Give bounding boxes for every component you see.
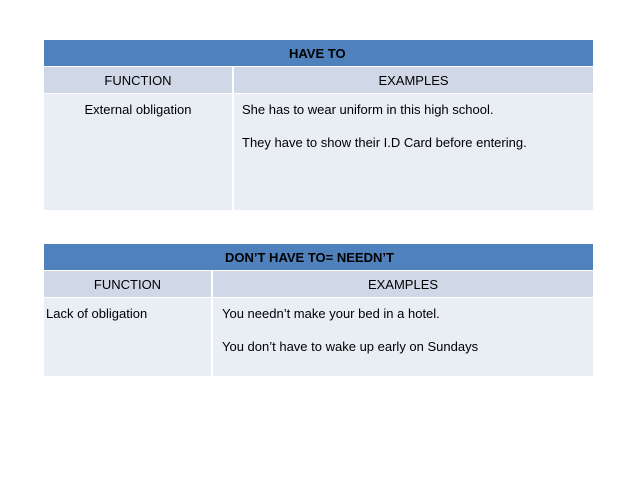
have-to-table — [44, 40, 593, 210]
examples-cell — [233, 94, 593, 211]
example-sentence: You needn’t make your bed in a hotel. — [222, 306, 440, 321]
function-column-header: FUNCTION — [44, 67, 233, 94]
example-sentence: You don’t have to wake up early on Sundays — [222, 339, 479, 354]
table-title-row — [44, 40, 593, 67]
table-title: DON’T HAVE TO= NEEDN’T — [44, 244, 593, 271]
table-row — [44, 298, 593, 377]
examples-column-header: EXAMPLES — [212, 271, 593, 298]
table-header-row — [44, 67, 593, 94]
function-column-header: FUNCTION — [44, 271, 212, 298]
function-cell: Lack of obligation — [44, 298, 212, 377]
example-sentence: She has to wear uniform in this high school. — [242, 102, 494, 117]
function-cell: External obligation — [44, 94, 233, 211]
dont-have-to-table — [44, 244, 593, 376]
table-row — [44, 94, 593, 211]
table-title: HAVE TO — [44, 40, 593, 67]
examples-column-header: EXAMPLES — [233, 67, 593, 94]
table-header-row — [44, 271, 593, 298]
table-title-row — [44, 244, 593, 271]
example-sentence: They have to show their I.D Card before entering. — [242, 135, 527, 150]
examples-cell — [212, 298, 593, 377]
